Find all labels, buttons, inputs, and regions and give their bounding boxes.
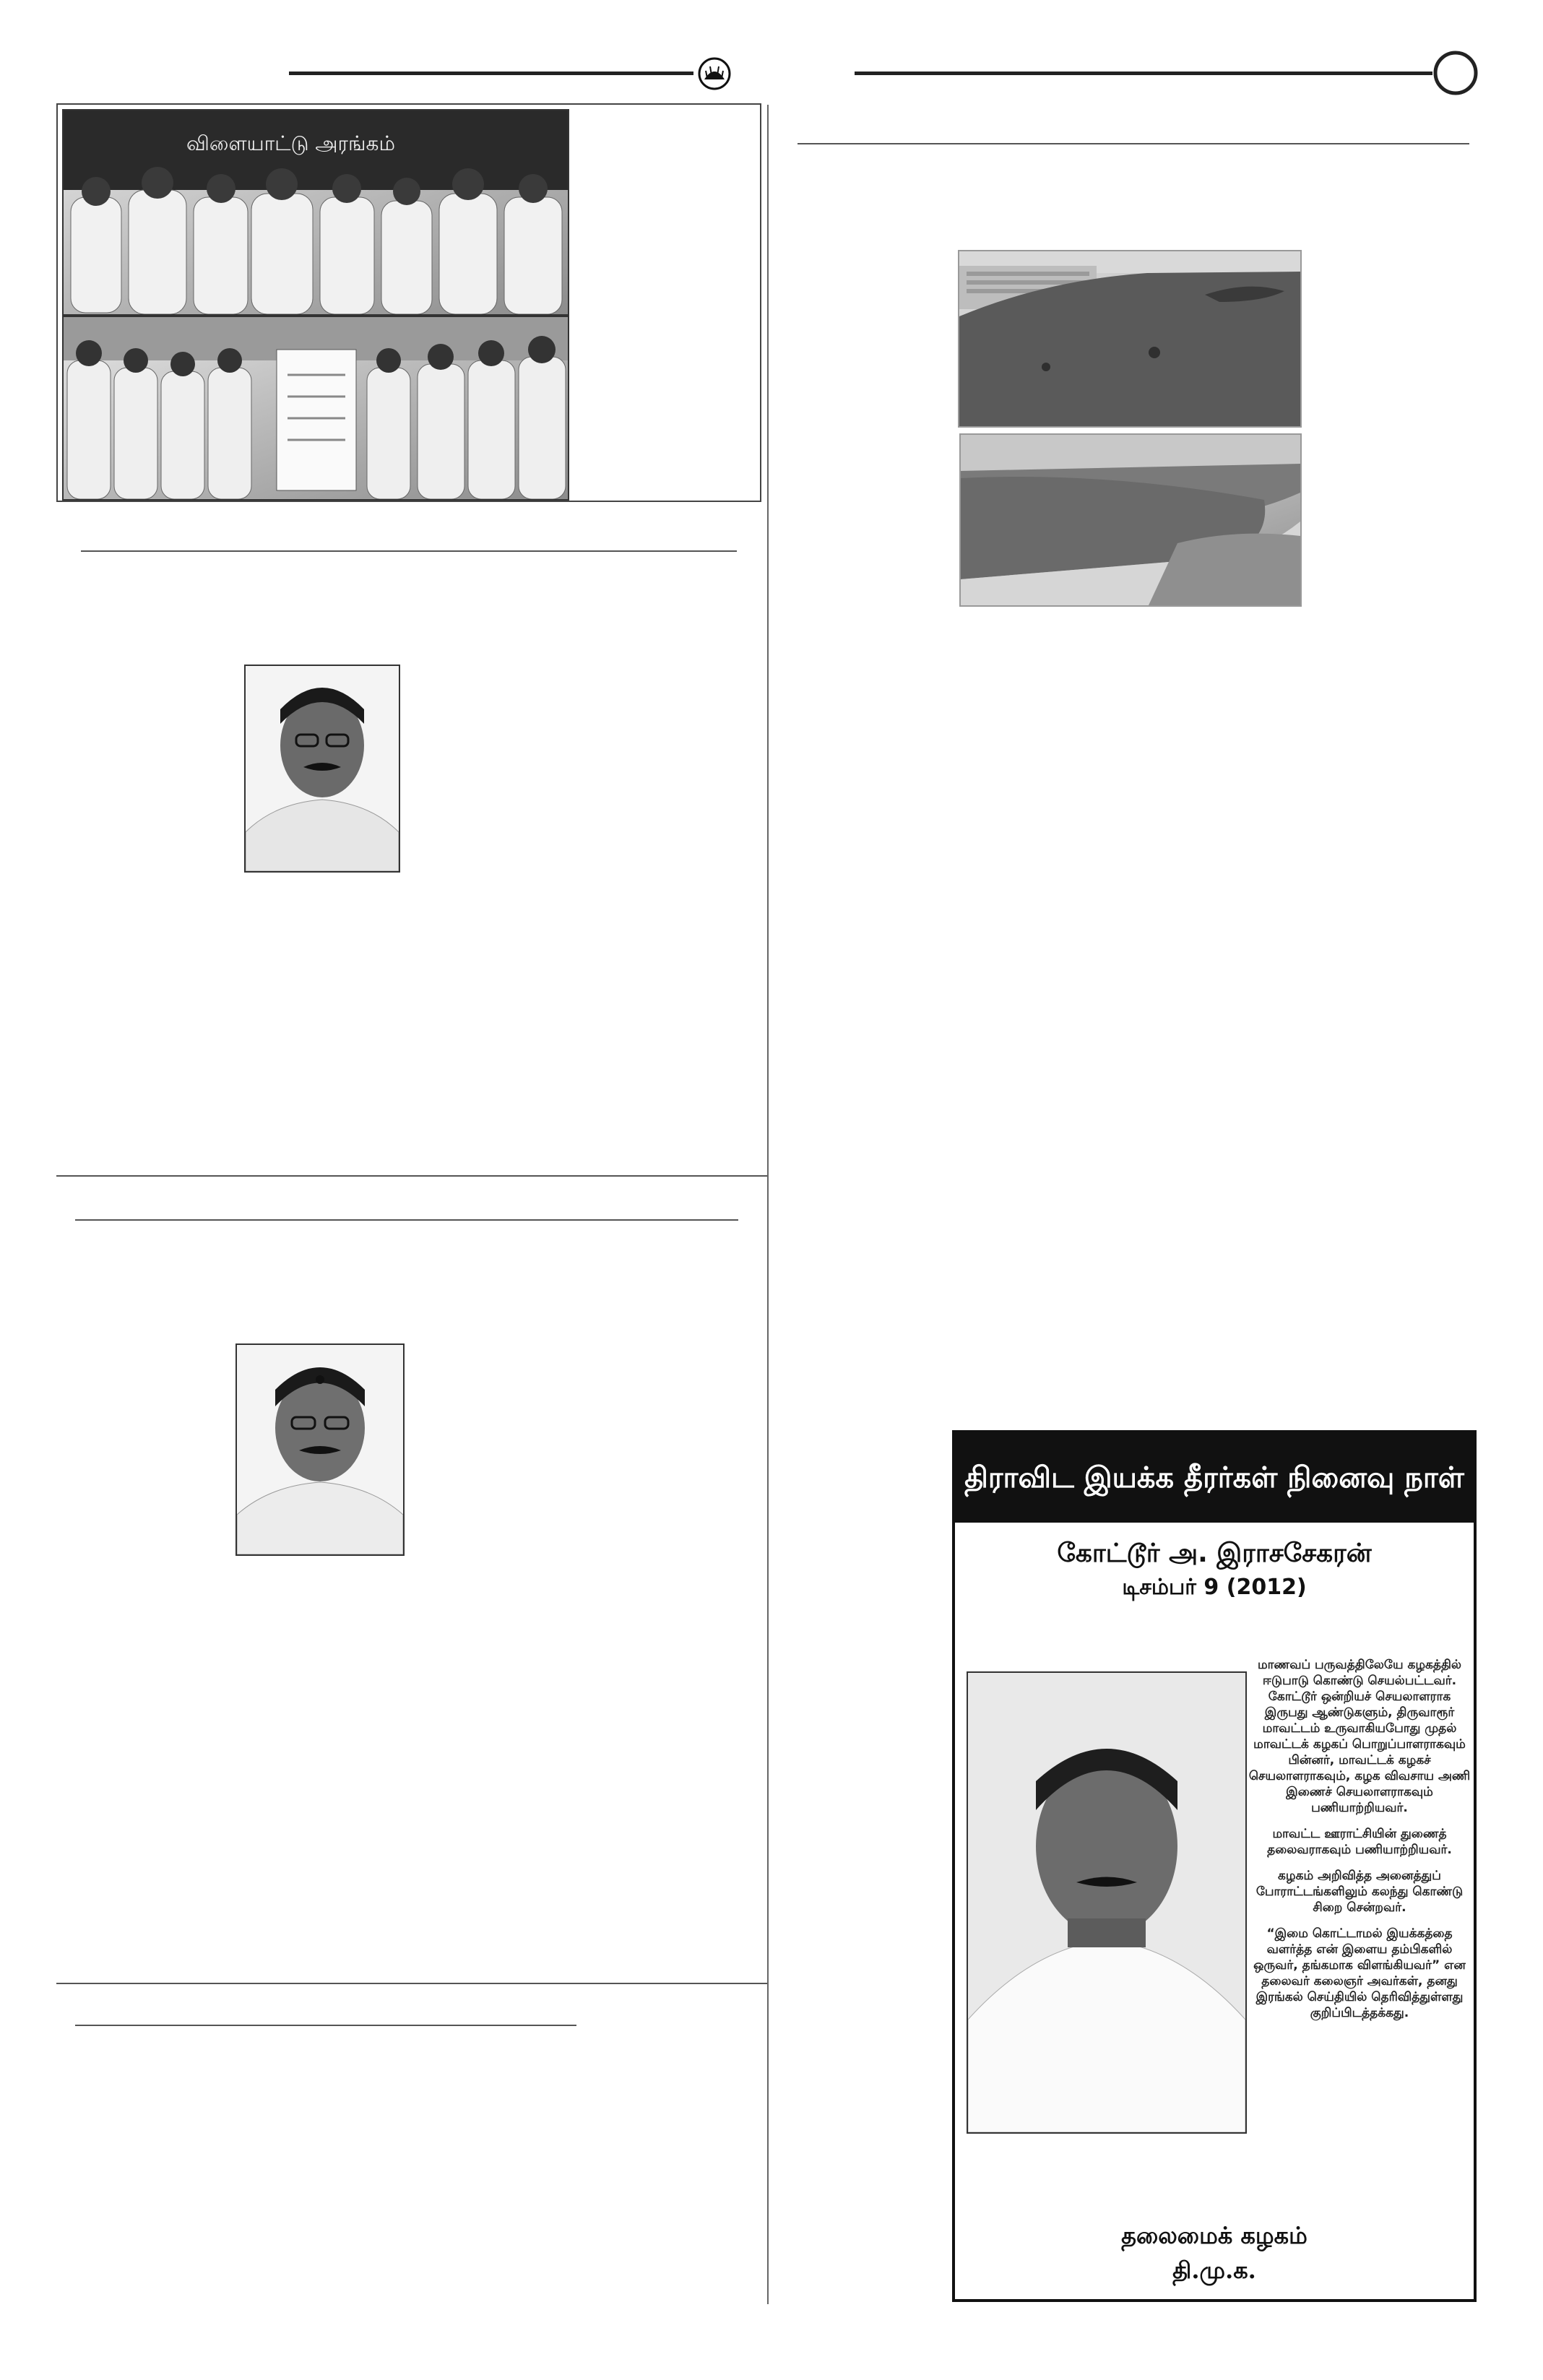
memorial-footer-party: தி.மு.க. bbox=[1172, 2256, 1256, 2284]
lake-photo-bottom bbox=[959, 433, 1302, 607]
bio-paragraph-2: மாவட்ட ஊராட்சியின் துணைத் தலைவராகவும் பணியாற்றியவர். bbox=[1267, 1827, 1452, 1857]
page-number-circle-icon bbox=[1432, 50, 1479, 96]
bio-paragraph-4: “இமை கொட்டாமல் இயக்கத்தை வளர்த்த என் இளைய தம்பிகளில் ஒருவர், தங்கமாக விளங்கியவர்” என தலைவர் கலைஞர் அவர்கள், தனது இரங்கல் செய்தியில் தெரிவித்துள்ளது குறிப்பிடத்தக்கது. bbox=[1253, 1926, 1466, 2020]
portrait-photo-1 bbox=[244, 665, 400, 873]
rising-sun-emblem-icon bbox=[697, 56, 732, 91]
section-rule-1 bbox=[81, 550, 737, 552]
section-divider-2 bbox=[56, 1983, 767, 1984]
event-photo-bottom bbox=[62, 316, 569, 501]
section-divider-1 bbox=[56, 1175, 767, 1177]
section-rule-3 bbox=[75, 2025, 576, 2026]
column-divider bbox=[767, 105, 769, 2304]
banner-text: விளையாட்டு அரங்கம் bbox=[186, 131, 395, 155]
memorial-footer-org: தலைமைக் கழகம் bbox=[1121, 2222, 1308, 2249]
right-section-rule bbox=[798, 143, 1469, 144]
bio-paragraph-3: கழகம் அறிவித்த அனைத்துப் போராட்டங்களிலும் கலந்து கொண்டு சிறை சென்றவர். bbox=[1255, 1869, 1464, 1915]
bio-paragraph-1: மாணவப் பருவத்திலேயே கழகத்தில் ஈடுபாடு கொண்டு செயல்பட்டவர். கோட்டூர் ஒன்றியச் செயலாளராக இருபது ஆண்டுகளும், திருவாரூர் மாவட்டம் உருவாகியபோது முதல் மாவட்டக் கழகப் பொறுப்பாளராகவும் பின்னர், மாவட்டக் கழகச் செயலாளராகவும், கழக விவசாய அணி இணைச் செயலாளராகவும் பணியாற்றியவர். bbox=[1248, 1658, 1471, 1815]
memorial-portrait bbox=[967, 1671, 1247, 2134]
portrait-photo-2 bbox=[235, 1343, 405, 1556]
header-rule-right bbox=[855, 72, 1432, 75]
lake-photo-top bbox=[958, 250, 1302, 428]
memorial-bio bbox=[1248, 1657, 1471, 2031]
header-rule-left bbox=[289, 72, 693, 75]
event-photo-top bbox=[62, 109, 569, 316]
memorial-name: கோட்டூர் அ. இராசசேகரன் bbox=[1057, 1539, 1372, 1568]
memorial-heading: திராவிட இயக்க தீரர்கள் நினைவு நாள் bbox=[955, 1433, 1474, 1523]
memorial-notice bbox=[952, 1430, 1477, 2302]
section-rule-2 bbox=[75, 1219, 738, 1221]
memorial-date: டிசம்பர் 9 (2012) bbox=[1122, 1575, 1307, 1600]
